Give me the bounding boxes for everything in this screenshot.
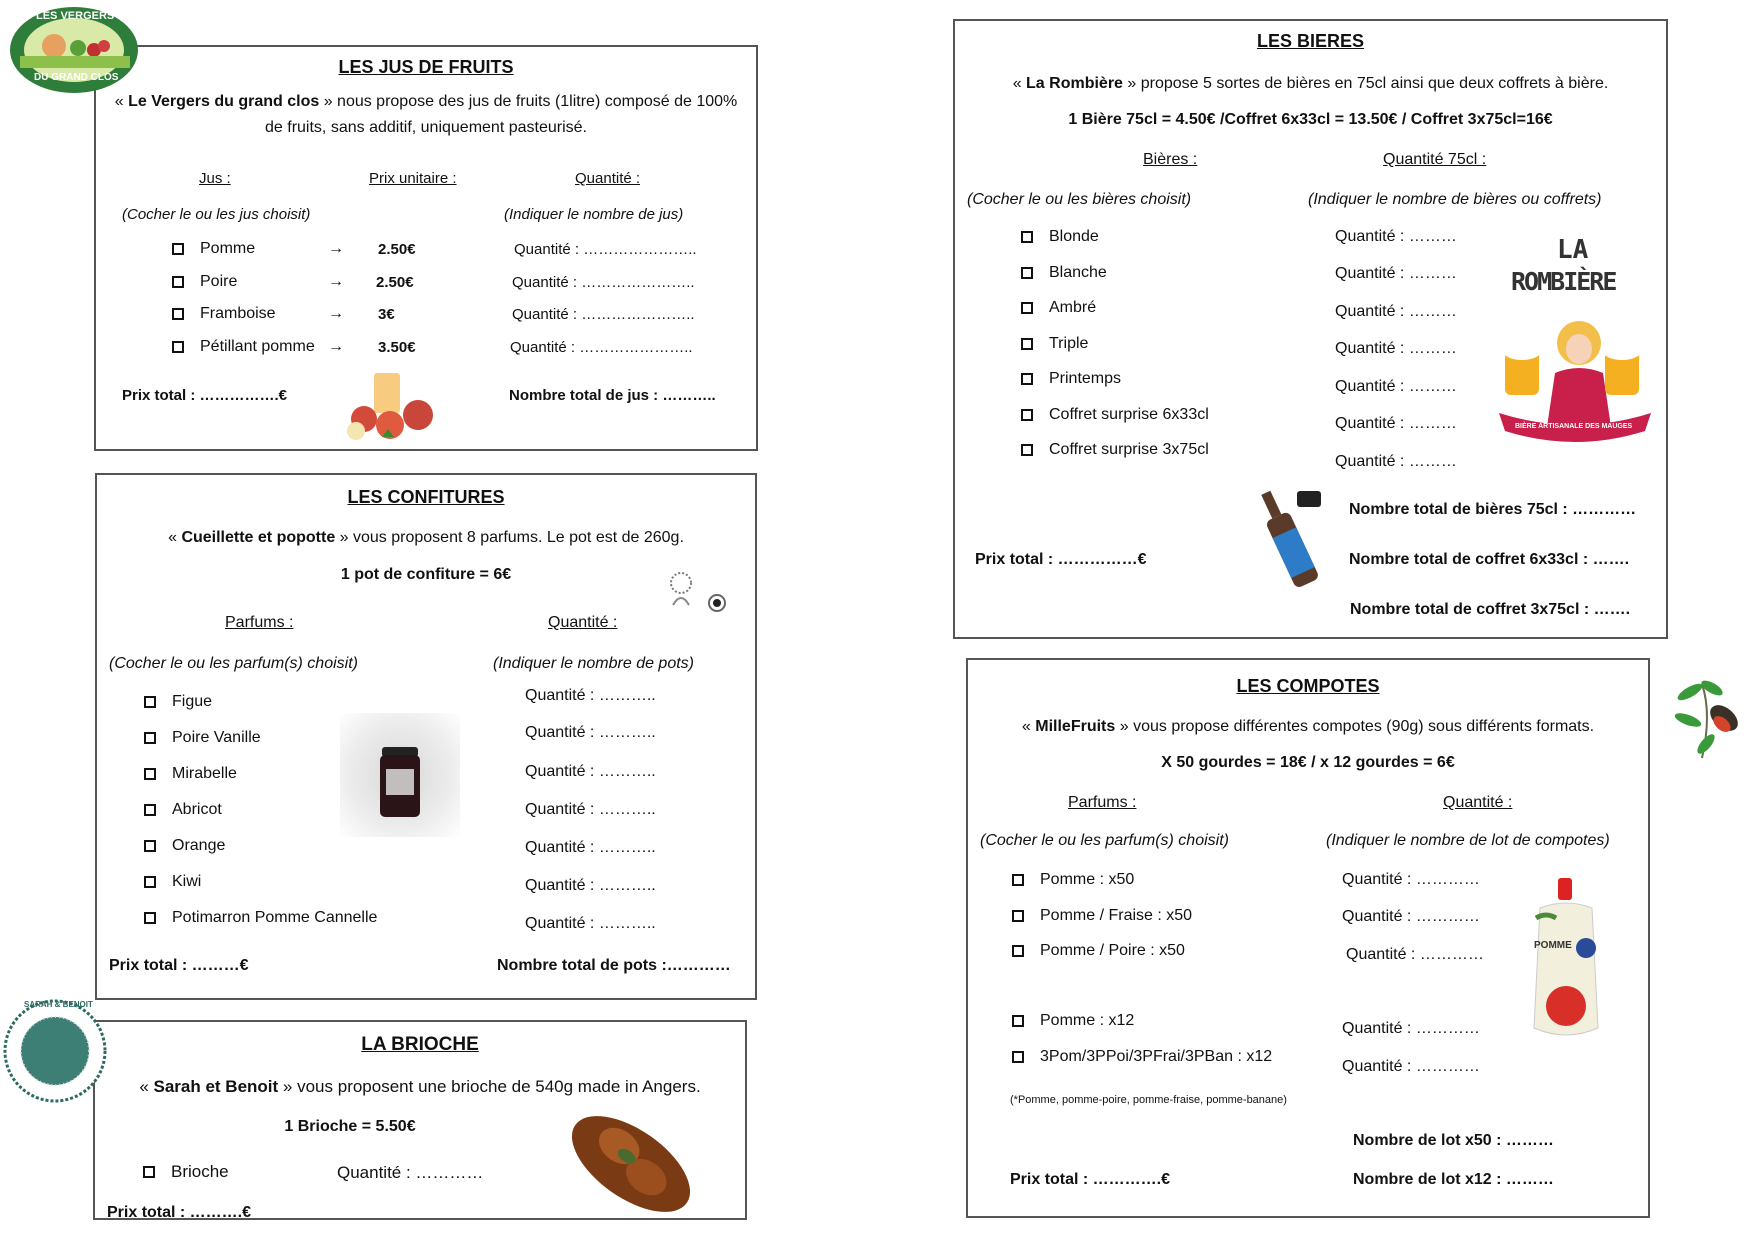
confitures-price: 1 pot de confiture = 6€ xyxy=(340,566,512,583)
bird-on-branch-image xyxy=(1672,674,1748,760)
bieres-total-price[interactable]: Prix total : ……………€ xyxy=(975,551,1147,568)
la-rombiere-logo-la: LA xyxy=(1557,235,1589,265)
compotes-hint-item: (Cocher le ou les parfum(s) choisit) xyxy=(980,832,1229,849)
quantity-field[interactable]: Quantité : ………………….. xyxy=(512,274,695,291)
compotes-item xyxy=(1012,1012,1134,1030)
quantity-field[interactable]: Quantité : ……….. xyxy=(525,801,656,818)
item-label: Kiwi xyxy=(172,873,202,890)
quote-open: « xyxy=(139,1077,154,1096)
bieres-item xyxy=(1021,441,1209,459)
jus-item xyxy=(172,273,237,291)
confitures-hint-qty: (Indiquer le nombre de pots) xyxy=(493,655,694,672)
confitures-item xyxy=(144,873,201,891)
item-label: Pomme : x50 xyxy=(1040,871,1135,888)
confitures-col-qty: Quantité : xyxy=(548,614,618,631)
brioche-price: 1 Brioche = 5.50€ xyxy=(284,1118,416,1135)
bieres-item xyxy=(1021,370,1121,388)
bieres-item xyxy=(1021,335,1088,353)
checkbox[interactable] xyxy=(1012,874,1024,886)
confitures-item xyxy=(144,837,225,855)
quantity-field[interactable]: Quantité : ……… xyxy=(1335,228,1457,245)
item-label: Pomme xyxy=(200,240,256,257)
bieres-hint-item: (Cocher le ou les bières choisit) xyxy=(967,191,1192,208)
quantity-field[interactable]: Quantité : ……… xyxy=(1335,340,1457,357)
bieres-title: LES BIERES xyxy=(1256,31,1365,51)
quantity-field[interactable]: Quantité : ………… xyxy=(1342,908,1480,925)
compotes-title: LES COMPOTES xyxy=(1236,676,1380,696)
quantity-field[interactable]: Quantité : ……….. xyxy=(525,763,656,780)
jus-item xyxy=(172,338,315,356)
compote-pouch-label: POMME xyxy=(1534,940,1572,951)
unit-price: 2.50€ xyxy=(378,241,416,258)
checkbox[interactable] xyxy=(1021,338,1033,350)
jus-title: LES JUS DE FRUITS xyxy=(338,57,514,77)
item-label: Triple xyxy=(1049,335,1089,352)
checkbox[interactable] xyxy=(144,696,156,708)
checkbox[interactable] xyxy=(172,308,184,320)
confitures-hint-item: (Cocher le ou les parfum(s) choisit) xyxy=(109,655,358,672)
confitures-total-count[interactable]: Nombre total de pots :………… xyxy=(497,957,731,974)
compotes-col-qty: Quantité : xyxy=(1443,794,1513,811)
jus-hint-item: (Cocher le ou les jus choisit) xyxy=(122,206,311,223)
compotes-brand: MilleFruits xyxy=(1035,718,1116,735)
bieres-item xyxy=(1021,228,1099,246)
item-label: Coffret surprise 6x33cl xyxy=(1049,406,1209,423)
vergers-logo-top-text: LES VERGERS xyxy=(36,10,115,22)
item-label: Coffret surprise 3x75cl xyxy=(1049,441,1209,458)
item-label: Ambré xyxy=(1049,299,1097,316)
bieres-price: 1 Bière 75cl = 4.50€ /Coffret 6x33cl = 13.50€ / Coffret 3x75cl=16€ xyxy=(1068,111,1553,128)
jam-jar-image xyxy=(340,713,460,837)
bieres-col-qty: Quantité 75cl : xyxy=(1383,151,1487,168)
bieres-col-item: Bières : xyxy=(1143,151,1198,168)
quantity-field[interactable]: Quantité : ……… xyxy=(1335,303,1457,320)
unit-price: 3.50€ xyxy=(378,339,416,356)
compote-pouch-image xyxy=(1526,878,1606,1046)
jus-brand: Le Vergers du grand clos xyxy=(128,93,320,110)
quote-open: « xyxy=(1021,718,1036,735)
compotes-hint-qty: (Indiquer le nombre de lot de compotes) xyxy=(1326,832,1610,849)
brioche-intro xyxy=(95,1074,745,1100)
compotes-intro xyxy=(968,714,1648,740)
confitures-title: LES CONFITURES xyxy=(347,487,505,507)
jus-col-price: Prix unitaire : xyxy=(369,170,457,187)
beer-bottle-image xyxy=(1245,485,1335,595)
checkbox[interactable] xyxy=(1021,444,1033,456)
item-label: Abricot xyxy=(172,801,222,818)
item-label: Framboise xyxy=(200,305,276,322)
quantity-field[interactable]: Quantité : ……… xyxy=(1335,265,1457,282)
item-label: Mirabelle xyxy=(172,765,237,782)
confitures-col-item: Parfums : xyxy=(225,614,294,631)
item-label: Pétillant pomme xyxy=(200,338,315,355)
la-rombiere-logo xyxy=(1495,233,1655,453)
jus-intro xyxy=(96,89,756,141)
jus-intro-rest: » nous propose des jus de fruits (1litre) composé de 100% de fruits, sans additif, uniquement pasteurisé. xyxy=(265,93,738,136)
confitures-item xyxy=(144,729,261,747)
vergers-logo xyxy=(6,4,142,96)
compotes-item xyxy=(1012,907,1192,925)
jus-col-qty: Quantité : xyxy=(575,170,641,187)
checkbox[interactable] xyxy=(1012,910,1024,922)
quantity-field[interactable]: Quantité : ………… xyxy=(1342,1020,1480,1037)
compotes-price: X 50 gourdes = 18€ / x 12 gourdes = 6€ xyxy=(1161,754,1455,771)
checkbox[interactable] xyxy=(1021,302,1033,314)
compotes-item xyxy=(1012,942,1185,960)
checkbox[interactable] xyxy=(144,840,156,852)
bieres-item xyxy=(1021,299,1096,317)
confitures-intro-rest: » vous proposent 8 parfums. Le pot est de 260g. xyxy=(335,529,684,546)
quantity-field[interactable]: Quantité : ……….. xyxy=(525,687,656,704)
quantity-field[interactable]: Quantité : ……….. xyxy=(525,839,656,856)
jus-total-count[interactable]: Nombre total de jus : ……….. xyxy=(509,387,716,404)
compotes-section xyxy=(966,658,1650,1218)
checkbox[interactable] xyxy=(144,912,156,924)
juice-fruit-image xyxy=(342,369,442,443)
item-label: Poire xyxy=(200,273,238,290)
compotes-intro-rest: » vous propose différentes compotes (90g) sous différents formats. xyxy=(1115,718,1595,735)
compotes-item xyxy=(1012,1048,1272,1066)
quantity-field[interactable]: Quantité : ……… xyxy=(1335,415,1457,432)
brioche-brand: Sarah et Benoit xyxy=(153,1077,279,1096)
quantity-field[interactable]: Quantité : ………… xyxy=(337,1163,484,1182)
bieres-total-6x33[interactable]: Nombre total de coffret 6x33cl : ……. xyxy=(1349,551,1630,568)
checkbox[interactable] xyxy=(144,804,156,816)
item-label: Brioche xyxy=(171,1162,229,1181)
item-label: Orange xyxy=(172,837,226,854)
compotes-col-item: Parfums : xyxy=(1068,794,1137,811)
flowers-illustration xyxy=(659,565,739,625)
la-rombiere-logo-name: ROMBIÈRE xyxy=(1511,267,1616,296)
compotes-note: (*Pomme, pomme-poire, pomme-fraise, pomme-banane) xyxy=(1010,1094,1287,1106)
compotes-total-x50[interactable]: Nombre de lot x50 : ……… xyxy=(1353,1132,1554,1149)
arrow-icon: → xyxy=(328,338,344,355)
quantity-field[interactable]: Quantité : ……… xyxy=(1335,453,1457,470)
checkbox[interactable] xyxy=(1021,231,1033,243)
arrow-icon: → xyxy=(328,273,344,290)
checkbox[interactable] xyxy=(144,768,156,780)
jus-item xyxy=(172,240,255,258)
bieres-total-75cl[interactable]: Nombre total de bières 75cl : ………… xyxy=(1349,501,1637,518)
sarah-benoit-logo xyxy=(2,998,108,1104)
confitures-item xyxy=(144,765,237,783)
item-label: Blanche xyxy=(1049,264,1107,281)
checkbox[interactable] xyxy=(172,276,184,288)
brioche-image xyxy=(561,1104,701,1224)
bieres-total-3x75[interactable]: Nombre total de coffret 3x75cl : ……. xyxy=(1350,601,1631,618)
brioche-total-price[interactable]: Prix total : ……….€ xyxy=(107,1204,252,1221)
checkbox[interactable] xyxy=(143,1166,155,1178)
jus-hint-qty: (Indiquer le nombre de jus) xyxy=(504,206,684,223)
item-label: Blonde xyxy=(1049,228,1099,245)
brioche-item xyxy=(143,1162,229,1182)
bieres-brand: La Rombière xyxy=(1026,75,1123,92)
item-label: Pomme / Poire : x50 xyxy=(1040,942,1185,959)
jus-section xyxy=(94,45,758,451)
quantity-field[interactable]: Quantité : ……….. xyxy=(525,877,656,894)
confitures-item xyxy=(144,801,222,819)
bieres-hint-qty: (Indiquer le nombre de bières ou coffrets) xyxy=(1308,191,1602,208)
bieres-intro xyxy=(955,71,1666,97)
jus-col-item: Jus : xyxy=(199,170,231,187)
sarah-benoit-logo-text: SARAH & BENOIT xyxy=(24,1000,93,1009)
checkbox[interactable] xyxy=(144,732,156,744)
quote-open: « xyxy=(1012,75,1027,92)
quantity-field[interactable]: Quantité : ………………….. xyxy=(510,339,693,356)
checkbox[interactable] xyxy=(172,341,184,353)
bieres-intro-rest: » propose 5 sortes de bières en 75cl ainsi que deux coffrets à bière. xyxy=(1122,75,1609,92)
confitures-section xyxy=(95,473,757,1000)
arrow-icon: → xyxy=(328,305,344,322)
compotes-item xyxy=(1012,871,1134,889)
item-label: Figue xyxy=(172,693,213,710)
quantity-field[interactable]: Quantité : ……….. xyxy=(525,724,656,741)
item-label: Pomme : x12 xyxy=(1040,1012,1135,1029)
checkbox[interactable] xyxy=(1012,1015,1024,1027)
confitures-item xyxy=(144,909,377,927)
brioche-title: LA BRIOCHE xyxy=(361,1034,479,1055)
bieres-section xyxy=(953,19,1668,639)
quantity-field[interactable]: Quantité : ………… xyxy=(1342,871,1480,888)
checkbox[interactable] xyxy=(144,876,156,888)
confitures-item xyxy=(144,693,212,711)
checkbox[interactable] xyxy=(1021,267,1033,279)
item-label: Potimarron Pomme Cannelle xyxy=(172,909,378,926)
checkbox[interactable] xyxy=(1021,373,1033,385)
checkbox[interactable] xyxy=(1021,409,1033,421)
quantity-field[interactable]: Quantité : ……… xyxy=(1335,378,1457,395)
bieres-item xyxy=(1021,406,1209,424)
quantity-field[interactable]: Quantité : ………………….. xyxy=(512,306,695,323)
jus-total-price[interactable]: Prix total : …………….€ xyxy=(122,387,288,404)
item-label: Pomme / Fraise : x50 xyxy=(1040,907,1193,924)
bieres-item xyxy=(1021,264,1107,282)
item-label: Printemps xyxy=(1049,370,1122,387)
quantity-field[interactable]: Quantité : ………… xyxy=(1342,1058,1480,1075)
quote-open: « xyxy=(114,93,129,110)
checkbox[interactable] xyxy=(172,243,184,255)
jus-item xyxy=(172,305,276,323)
confitures-brand: Cueillette et popotte xyxy=(181,529,336,546)
compotes-total-price[interactable]: Prix total : ………….€ xyxy=(1010,1171,1171,1188)
confitures-total-price[interactable]: Prix total : ………€ xyxy=(109,957,249,974)
quote-open: « xyxy=(168,529,182,546)
item-label: Poire Vanille xyxy=(172,729,261,746)
brioche-section xyxy=(93,1020,747,1220)
unit-price: 2.50€ xyxy=(376,274,414,291)
la-rombiere-logo-banner: BIÈRE ARTISANALE DES MAUGES xyxy=(1515,423,1633,430)
brioche-intro-rest: » vous proposent une brioche de 540g made in Angers. xyxy=(278,1077,701,1096)
vergers-logo-bottom-text: DU GRAND CLOS xyxy=(34,72,119,83)
checkbox[interactable] xyxy=(1012,1051,1024,1063)
compotes-total-x12[interactable]: Nombre de lot x12 : ……… xyxy=(1353,1171,1554,1188)
quantity-field[interactable]: Quantité : ……….. xyxy=(525,915,656,932)
unit-price: 3€ xyxy=(378,306,395,323)
arrow-icon: → xyxy=(328,240,344,257)
quantity-field[interactable]: Quantité : ………………….. xyxy=(514,241,697,258)
item-label: 3Pom/3PPoi/3PFrai/3PBan : x12 xyxy=(1040,1048,1273,1065)
quantity-field[interactable]: Quantité : ………… xyxy=(1346,946,1484,963)
checkbox[interactable] xyxy=(1012,945,1024,957)
confitures-intro xyxy=(97,525,755,551)
